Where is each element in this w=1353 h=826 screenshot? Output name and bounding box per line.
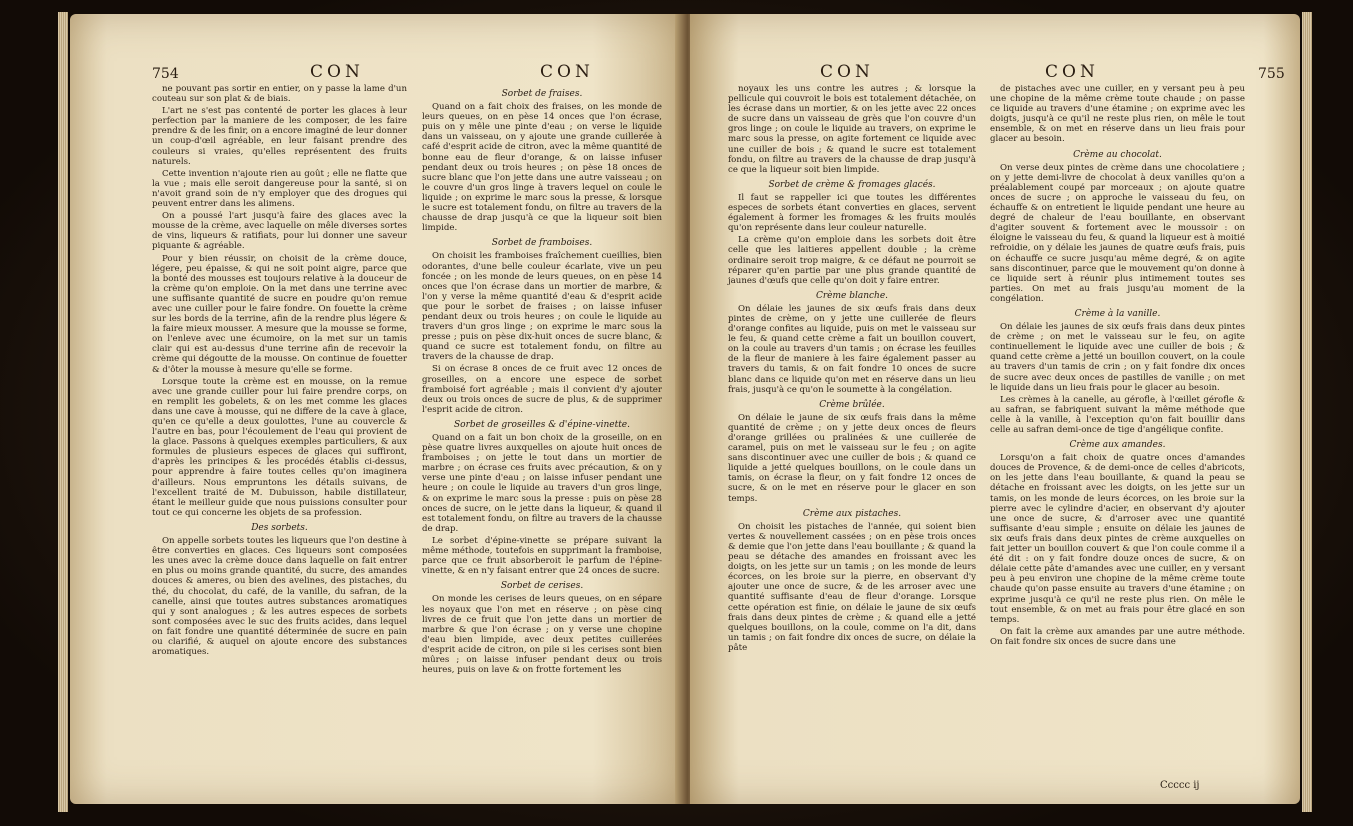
left-header-col2: CON (540, 62, 594, 82)
paragraph: Lorsque toute la crème est en mousse, on la remue avec une grande cuiller pour lui faire prendre corps, on en remplit les gobelets, & on les met comme les glaces dans une cave à mousse, qui ne differe de la cave à glace, qu'en ce qu'elle a deux goulottes, l'une au couvercle & l'autre en bas, pour l'écoulement de l'eau qui provient de la glace. Passons à quelques exemples particuliers, & aux formules de plusieurs especes de glaces qui suffiront, d'après les principes & les procédés établis ci-dessus, pour apprendre à faire toutes celles qu'on imaginera d'ailleurs. Nous empruntons les détails suivans, de l'excellent traité de M. Dubuisson, habile distillateur, étant le meilleur guide que nous puissions consulter pour tout ce qui concerne les objets de sa profession. (152, 376, 407, 518)
paragraph: On appelle sorbets toutes les liqueurs que l'on destine à être converties en glaces. Ces liqueurs sont composées les unes avec la crème douce dans laquelle on fait entrer en plus ou moins grande quantité, du sucre, des amandes douces & ameres, ou bien des avelines, des pistaches, du thé, du chocolat, du café, de la vanille, du safran, de la canelle, ainsi que toutes autres substances aromatiques qui y sont analogues ; & les autres especes de sorbets sont composées avec le suc des fruits acides, dans lequel on fait fondre une quantité déterminée de sucre en pain ou clarifié, & auquel on ajoute encore des substances aromatiques. (152, 536, 408, 658)
paragraph: Si on écrase 8 onces de ce fruit avec 12 onces de groseilles, on a encore une espece de sorbet framboisé fort agréable ; mais il convient d'y ajouter deux ou trois onces de sucre de plus, & de supprimer l'esprit acide de citron. (422, 364, 662, 415)
paragraph: On choisit les framboises fraîchement cueillies, bien odorantes, d'une belle couleur écarlate, vive un peu foncée ; on les monde de leurs queues, on en pèse 14 onces que l'on écrase dans un mortier de marbre, & l'on y verse la même quantité d'eau & d'esprit acide que pour le sorbet de fraises ; on laisse infuser pendant deux ou trois heures ; on coule le liquide au travers d'un gros linge ; on exprime le marc sous la presse ; puis on pèse dix-huit onces de sucre blanc, & quand ce sucre est totalement fondu, on filtre au travers de la chausse de drap. (422, 251, 662, 363)
section-heading: Crème à la vanille. (1074, 308, 1161, 319)
signature-mark: Ccccc ij (1160, 780, 1200, 791)
paragraph: On a poussé l'art jusqu'à faire des glaces avec la mousse de la crème, avec laquelle on mêle diverses sortes de vins, liqueurs & ratifiats, pour lui donner une saveur piquante & agréable. (152, 211, 407, 252)
left-page-number: 754 (152, 66, 179, 82)
paragraph: L'art ne s'est pas contenté de porter les glaces à leur perfection par la maniere de les composer, de les faire prendre & de les finir, on a encore imaginé de leur donner un coup-d'œil agréable, en leur faisant prendre des couleurs si vraies, qu'elles représentent des fruits naturels. (152, 106, 407, 167)
section-heading: Crème au chocolat. (1073, 149, 1162, 160)
paragraph: Le sorbet d'épine-vinette se prépare suivant la même méthode, toutefois en supprimant la framboise, parce que ce fruit absorberoit le parfum de l'épine-vinette, & en n'y faisant entrer que 24 onces de sucre. (422, 535, 662, 577)
paragraph: Quand on a fait un bon choix de la groseille, on en pèse quatre livres auxquelles on ajoute huit onces de framboises ; on jette le tout dans un mortier de marbre ; on écrase ces fruits avec précaution, & on y verse une pinte d'eau ; on laisse infuser pendant une heure ; on coule le liquide au travers d'un gros linge, & on exprime le marc sous la presse : puis on pèse 28 onces de sucre, on le jette dans la liqueur, & quand il est totalement fondu, on filtre au travers de la chausse de drap. (422, 433, 662, 534)
paragraph: de pistaches avec une cuiller, en y versant peu à peu une chopine de la même crème toute chaude ; on passe ce liquide au travers d'une étamine ; on exprime avec les doigts, jusqu'à ce qu'il ne reste plus rien, on mêle le tout ensemble, & on met en réserve dans un lieu frais pour glacer au besoin. (990, 84, 1245, 145)
paragraph: On fait la crème aux amandes par une autre méthode. On fait fondre six onces de sucre dans une (990, 626, 1245, 647)
section-heading: Sorbet de groseilles & d'épine-vinette. (453, 419, 630, 430)
section-heading: Crème brûlée. (819, 399, 885, 410)
left-column-2 (422, 84, 662, 677)
paragraph: Lorsqu'on a fait choix de quatre onces d'amandes douces de Provence, & de demi-once de celles d'abricots, on les jette dans l'eau bouillante, & quand la peau se détache en froissant avec les doigts, on les jette sur un tamis, on les monde de leurs écorces, on les broie sur la pierre avec le cylindre d'acier, en observant d'y ajouter une once de sucre, & d'arroser avec une quantité suffisante d'eau simple ; ensuite on délaie les jaunes de six œufs frais dans deux pintes de crème auxquelles on fait jetter un bouillon couvert & que l'on coule comme il a été dit : on y fait fondre douze onces de sucre, & on délaie cette pâte d'amandes avec une cuiller, en y versant peu à peu environ une chopine de la même crème toute chaude qu'on passe ensuite au travers d'une étamine ; on exprime jusqu'à ce qu'il ne reste plus rien. On mêle le tout ensemble, & on met au frais pour être glacé en son temps. (990, 453, 1245, 625)
section-heading: Crème blanche. (815, 290, 889, 301)
right-column-1 (728, 84, 976, 655)
section-heading: Crème aux amandes. (1069, 440, 1166, 451)
right-header-col2: CON (1045, 62, 1099, 82)
left-page (70, 14, 685, 804)
section-heading: Crème aux pistaches. (802, 508, 902, 519)
paragraph: On verse deux pintes de crème dans une chocolatiere ; on y jette demi-livre de chocolat à deux vanilles qu'on a préalablement coupé par morceaux ; on ajoute quatre onces de sucre ; on approche le vaisseau du feu, on échauffe & on entretient le liquide pendant une heure au degré de chaleur de l'eau bouillante, en observant d'agiter souvent & fortement avec le moussoir : on éloigne le vaisseau du feu, & quand la liqueur est à moitié refroidie, on y délaie les jaunes de quatre œufs frais, puis on échauffe ce sucre jusqu'au même degré, & on agite sans discontinuer, parce que le mouvement qu'on donne à ce liquide sert à réunir plus intimement toutes ses parties. On met au frais jusqu'au moment de la congélation. (990, 162, 1245, 304)
paragraph: La crème qu'on emploie dans les sorbets doit être celle que les laitieres appellent double ; la crème ordinaire seroit trop maigre, & ce défaut ne pourroit se réparer qu'en partie par une plus grande quantité de jaunes d'œufs que celle qu'on doit y faire entrer. (728, 235, 976, 286)
section-heading: Sorbet de crème & fromages glacés. (768, 179, 936, 190)
paragraph: Cette invention n'ajoute rien au goût ; elle ne flatte que la vue ; mais elle seroit dangereuse pour la santé, si on n'avoit grand soin de n'y employer que des drogues qui peuvent entrer dans les alimens. (152, 168, 407, 210)
paragraph: On choisit les pistaches de l'année, qui soient bien vertes & nouvellement cassées ; on en pèse trois onces & demie que l'on jette dans l'eau bouillante ; & quand la peau se détache des amandes en froissant avec les doigts, on les jette sur un tamis ; on les monde de leurs écorces, on les broie sur la pierre, en observant d'y ajouter une once de sucre, & de les arroser avec une quantité suffisante d'eau de fleur d'orange. Lorsque cette opération est finie, on délaie le jaune de six œufs frais dans deux pintes de crème ; & quand elle a jetté quelques bouillons, on la coule, comme on l'a dit, dans un tamis ; on fait fondre dix onces de sucre, on délaie la pâte (728, 521, 976, 653)
right-page-edges (1302, 12, 1312, 812)
paragraph: Pour y bien réussir, on choisit de la crème douce, légere, peu épaisse, & qui ne soit point aigre, parce que la bonté des mousses est toujours relative à la douceur de la crème qu'on emploie. On la met dans une terrine avec une suffisante quantité de sucre en poudre qu'on remue avec une cuiller pour le faire fondre. On fouette la crème sur les bords de la terrine, afin de la rendre plus légere & la faire mieux mousser. A mesure que la mousse se forme, on l'enleve avec une écumoire, on la met sur un tamis clair qui est au-dessus d'une terrine afin de recevoir la crème qui dégoutte de la mousse. On continue de fouetter & d'ôter la mousse à mesure qu'elle se forme. (152, 253, 407, 375)
paragraph: On délaie le jaune de six œufs frais dans la même quantité de crème ; on y jette deux onces de fleurs d'orange grillées ou pralinées & une cuillerée de caramel, puis on met le vaisseau sur le feu ; on agite sans discontinuer avec une cuiller de bois ; & quand ce liquide a jetté quelques bouillons, on le coule dans un tamis, on écrase la fleur, on y fait fondre 12 onces de sucre, & on le met en réserve pour le glacer en son temps. (728, 412, 976, 504)
paragraph: On monde les cerises de leurs queues, on en sépare les noyaux que l'on met en réserve ; on pèse cinq livres de ce fruit que l'on jette dans un mortier de marbre & que l'on écrase ; on y verse une chopine d'eau bien limpide, avec deux petites cuillerées d'esprit acide de citron, on pile si les cerises sont bien mûres ; on laisse infuser pendant deux ou trois heures, puis on lave & on frotte fortement les (422, 594, 662, 676)
right-page-number: 755 (1258, 66, 1285, 82)
paragraph: ne pouvant pas sortir en entier, on y passe la lame d'un couteau sur son plat & de biais. (152, 84, 407, 105)
section-heading: Sorbet de framboises. (491, 238, 593, 249)
paragraph: Quand on a fait choix des fraises, on les monde de leurs queues, on en pèse 14 onces que l'on écrase, puis on y mêle une pinte d'eau ; on verse le liquide dans un vaisseau, on y ajoute une grande cuillerée à café d'esprit acide de citron, avec la même quantité de bonne eau de fleur d'orange, & on laisse infuser pendant deux ou trois heures ; on pèse 18 onces de sucre blanc que l'on jette dans une autre vaisseau ; on le couvre d'un gros linge à travers lequel on coule le liquide ; on exprime le marc sous la presse, & lorsque le sucre est totalement fondu, on filtre au travers de la chausse de drap jusqu'à ce que la liqueur soit bien limpide. (422, 102, 662, 234)
right-column-2 (990, 84, 1245, 649)
paragraph: On délaie les jaunes de six œufs frais dans deux pintes de crème ; on met le vaisseau sur le feu, on agite continuellement le liquide avec une cuiller de bois ; & quand cette crème a jetté un bouillon couvert, on la coule au travers d'un tamis de crin ; on y fait fondre dix onces de sucre avec deux onces de pastilles de vanille ; on met le liquide dans un lieu frais pour le glacer au besoin. (990, 322, 1245, 393)
open-book (70, 14, 1300, 814)
paragraph: Il faut se rappeller ici que toutes les différentes especes de sorbets étant converties en glaces, servent également à former les fromages & les fruits moulés qu'on représente dans leur couleur naturelle. (728, 192, 976, 234)
right-page (690, 14, 1300, 804)
section-heading: Sorbet de fraises. (501, 89, 583, 99)
left-column-1 (152, 84, 407, 659)
paragraph: Les crèmes à la canelle, au gérofle, à l'œillet gérofle & au safran, se fabriquent suivant la même méthode que celle à la vanille, à l'exception qu'on fait bouillir dans celle au safran demi-once de tige d'angélique confite. (990, 394, 1245, 435)
left-page-edges (58, 12, 68, 812)
paragraph: On délaie les jaunes de six œufs frais dans deux pintes de crème, on y jette une cuillerée de fleurs d'orange confites au liquide, puis on met le vaisseau sur le feu, & quand cette crème a fait un bouillon couvert, on la coule au travers d'un tamis ; on écrase les feuilles de la fleur de maniere à les faire également passer au travers du tamis, & on fait fondre 10 onces de sucre blanc dans ce liquide qu'on met en réserve dans un lieu frais, jusqu'à ce qu'on le soumette à la congélation. (728, 303, 976, 395)
section-heading: Sorbet de cerises. (500, 581, 584, 592)
right-header-col1: CON (820, 62, 874, 82)
left-header-col1: CON (310, 62, 364, 82)
section-heading: Des sorbets. (251, 522, 308, 533)
paragraph: noyaux les uns contre les autres ; & lorsque la pellicule qui couvroit le bois est totalement détachée, on les écrase dans un mortier, & on les jette avec 22 onces de sucre dans un vaisseau de grès que l'on couvre d'un gros linge ; on coule le liquide au travers, on exprime le marc sous la presse, on agite fortement ce liquide avec une cuiller de bois ; & quand le sucre est totalement fondu, on filtre au travers de la chausse de drap jusqu'à ce que la liqueur soit bien limpide. (728, 84, 976, 175)
